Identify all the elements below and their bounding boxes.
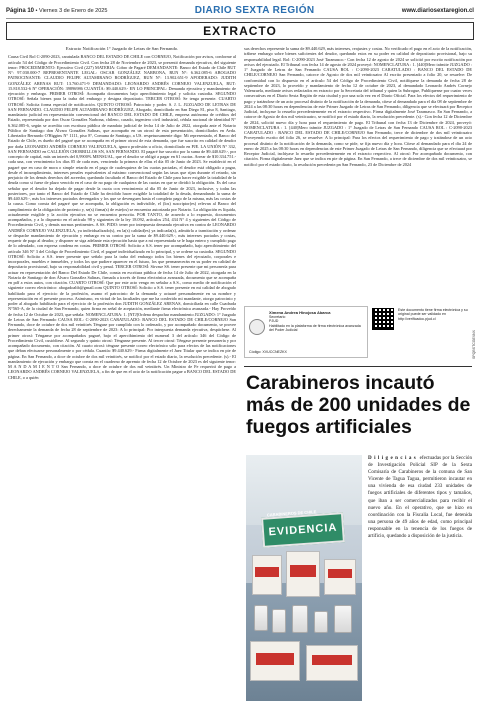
page-date-line: Página 10 • Viernes 3 de Enero de 2025: [6, 7, 108, 14]
notice-title: Extracto Notificación 1° Juzgado de Letras de San Fernando.: [65, 46, 179, 51]
fireworks-tube: [272, 609, 286, 633]
section-title-bar: [6, 22, 474, 40]
judiciary-emblem-icon: [249, 319, 265, 335]
article-photo: [246, 455, 362, 701]
article-headline: Carabineros incautó más de 200 unidades de fuegos artificiales: [246, 372, 471, 438]
article-lead-word: Diligencias: [368, 455, 419, 461]
signer-name: Ximena Andrea Hinojosa Abarca: [269, 310, 331, 315]
section-title: EXTRACTO: [203, 24, 277, 38]
issue-date: Viernes 3 de Enero de 2025: [39, 7, 108, 14]
verification-note: Este documento tiene firma electrónica y su original puede ser validado en http://verificadoc.pjud.cl: [398, 308, 468, 321]
signer-role: Secretario: [269, 315, 286, 320]
signature-text: [269, 311, 365, 332]
fireworks-tube: [314, 611, 328, 633]
fireworks-box-label: [290, 565, 316, 577]
fireworks-box-label: [255, 567, 279, 577]
electronic-signature-box: [244, 306, 368, 358]
fireworks-box-label: [256, 653, 294, 665]
newspaper-website[interactable]: www.diariosextaregion.cl: [401, 7, 474, 14]
fireworks-tube: [292, 605, 308, 633]
fireworks-box-label: [312, 655, 352, 665]
fireworks-tube: [254, 605, 268, 631]
fireworks-box-label: [328, 569, 352, 578]
signer-detail: Habilitado en la plataforma de firma electrónica avanzada del Poder Judicial: [269, 323, 361, 332]
qr-code-icon[interactable]: [372, 308, 394, 330]
signer-org: PJUD: [269, 319, 279, 324]
article-body: [368, 455, 472, 701]
legal-notice-left-column: [8, 46, 236, 711]
legal-notice-right-column: [244, 46, 472, 301]
page-header: [6, 3, 474, 19]
article-text: efectuadas por la Sección de Investigación Policial SIP de la Sexta Comisaría de Carabineros de la comuna de San Vicente de Tagua Tagua, permitieron incautar en una vivienda de esa ciudad 233 unidades de fuegos artificiales de diferentes tipos y tamaños, que iban a ser comercializados para recibir el nuevo año. En el operativo, que se hizo en coordinación con la Fiscalía Local, fue detenida una persona de 49 años de edad, como principal responsable en la tenencia de los fuegos de artificio, quedando a disposición de la justicia.: [368, 455, 472, 540]
signature-code: Código: XVUCCNEZKX: [249, 350, 287, 354]
section-divider: [244, 366, 472, 367]
notice-paragraph: Causa Civil Rol C-2090-2023, caratulada BANCO DEL ESTADO DE CHILE con CORNEJO, Notificación por avisos, conforme al artículo 54 del Código de Procedimiento Civil. Con fecha 28 de Noviembre de 2023, se presentó demanda ejecutiva, del siguiente tenor: PROCEDIMIENTO: Ejecutivo Civil (227) MATERIA: Cobro de Pagaré DEMANDANTE: Banco del Estado de Chile RUT N°: 97.030.000-7 REPRESENTANTE LEGAL: OSCAR GONZÁLEZ NARBONA, RUN N°: 6.362.085-6 ABOGADO PATROCINANTE: CLAUDIO FELIPE ALTAMIRANO RODRÍGUEZ, RUN N°: 13.902.651-9 APODERADO: JUDITH GONZÁLEZ ARENAS RUT: 13.760.471-9 DEMANDADO: LEONARDO ANDRÉS CORNEJO VALENZUELA, RUT: 15.818.532-6 Nº OPERACIÓN: 39896986 CUANTÍA: $9.440.629.- EN LO PRINCIPAL: Demanda ejecutiva y mandamiento de ejecución y embargo. PRIMER OTROSÍ: Acompaña documentos bajo apercibimiento legal y solicita custodia. SEGUNDO OTROSÍ: Señala bienes para la traba del embargo y designa depositario. TERCER OTROSÍ: Se tenga presente. CUARTO OTROSÍ: Solicita forma especial de notificación. QUINTO OTROSÍ: Patrocinio y poder. S. J. L. JUZGADO DE LETRAS DE SAN FERNANDO. CLAUDIO FELIPE ALTAMIRANO RODRÍGUEZ, Abogado, domiciliado en San Diego 81, piso 8, Santiago, mandatario judicial en representación convencional del BANCO DEL ESTADO DE CHILE, empresa autónoma de créditos del Estado, representada por don Oscar González Narbona, chileno, casado, ingeniero civil industrial, cédula nacional de identidad N° 6.362.085-6, según se acredita con escritura pública de mandato judicial de fecha 14 de Julio de 2022, otorgada ante el Notario Público de Santiago don Álvaro González Salinas, que acompaño en un otrosí de esta presentación, domiciliados en Avda. Libertador Bernardo O'Higgins N° 1111, piso 8°, Comuna de Santiago, a US. respetuosamente digo: Mi representado, el Banco del Estado de Chile, es dueño del pagaré que se acompaña en el primer otrosí de esta demanda, que fue suscrito en calidad de deudor por doña LEONARDO ANDRÉS CORNEJO VALENZUELA, ignoro profesión u oficio, domiciliado en PJE. LA UNIÓN N° 332, SAN FERNANDO en CALLEJÓN CHORRILLOS SN, SAN FERNANDO. El pagaré fue suscrito por la suma de $9.440.629.-, por concepto de capital, más un interés del 0,9900% MENSUAL, que el deudor se obligó a pagar en 61 cuotas. Arrear de $10.334.751.- cada una, con vencimiento los días 05 de cada mes, venciendo la primera de ellas el día 05 de Junio de 2023. Se estableció en el pagaré que en caso de mora o simple retardo en el pago de cualesquiera de las cuotas pactadas, el deudor está obligado a pagar, desde el incumplimiento, intereses penales equivalentes al máximo convencional según las tasas que rijan durante el retardo, sin perjuicio de los demás derechos del acreedor, quedando facultado el Banco del Estado de Chile para hacer exigible la totalidad de la deuda como si fuese de plazo vencido en el caso de no pago de cualquiera de las cuotas en que se dividió la obligación. Es del caso señalar que el deudor ha dejado de pagar desde la cuota con vencimiento al día 05 de Junio de 2023, inclusive, y todas las posteriores, por tanto el Banco del Estado de Chile ha decidido hacer exigible la totalidad de la deuda, demandando la suma de $9.440.629.-, más los intereses pactados devengados y los que se devenguen hasta el completo pago de la misma, más las costas de la causa. Como consta del pagaré que se acompaña, la obligación es indivisible, el (los) suscriptor(es) relevan al Banco del cumplimiento de la obligación de protesto y, se(s) firma(s) de este(os) se encuentra autorizada por Notario. La obligación es líquida, actualmente exigible y la acción ejecutiva no se encuentra prescrita. POR TANTO, de acuerdo a lo expuesto, documentos acompañados, y a lo dispuesto en el artículo 98 y siguientes de la ley 18.092, artículos 254, 434 N° 4 y siguientes del Código de Procedimiento Civil, y demás normas pertinentes. A SS. PIDO: tener por interpuesta demanda ejecutiva en contra de LEONARDO ANDRÉS CORNEJO VALENZUELA, ya individualizado(s), en la(s) calidad(es) ya indicada(s), admitirla a tramitación y ordenar se despache mandamiento de ejecución y embargo en su contra por la suma de $9.440.629.-, más intereses pactados y costas, requerir de pago al deudor, y disponer se siga adelante esta ejecución hasta que a mi representada se le haga entero y cumplido pago de lo adeudado, con expresa condena en costas. PRIMER OTROSÍ: Solicito a S.S. tener por acompañado, bajo apercibimiento del artículo 346 N° 3 del Código de Procedimiento Civil, el pagaré individualizado en lo principal, y se ordene su custodia. SEGUNDO OTROSÍ: Solicito a S.S. tener presente que señalo para la traba del embargo todos los bienes del ejecutado, corporales e incorporales, muebles e inmuebles, y todos los que pudiere aparecer en el futuro, los que permanecerán en su poder en calidad de depositario provisional, bajo su responsabilidad civil y penal. TERCER OTROSÍ: Sírvase SS. tener presente que mi personería para actuar en representación del Banco Del Estado De Chile, consta en escritura pública de fecha 14 de Julio de 2022, otorgada en la Notaría de Santiago de don Álvaro González Salinas, firmada a través de firma electrónica avanzada, documento que se acompaña en pdf a estos autos, con citación. CUARTO OTROSÍ: Que por este acto vengo en señalar a S.S., como medio de notificación el siguiente correo electrónico: abogadoaltb@gmail.com QUINTO OTROSÍ: Solicito a S.S. tener presente en mi calidad de abogado habilitado para el ejercicio de la profesión, asumo el patrocinio de la demanda y actuaré personalmente en su nombre y representación en el presente proceso. Asimismo, en virtud de las facultades que me ha conferido mi mandante, otorgo patrocinio y poder al abogado habilitado para el ejercicio de la profesión don JUDITH GONZÁLEZ ARENAS, domiciliada en calle Cuadrada N°565-A, de la ciudad de San Fernando, quien firma en señal de aceptación, mediante firma electrónica avanzada.- Hay Proveído de fecha 12 de Octubre de 2023, que señala: NOMENCLATURA: 1. [NTJ]Ordena despachar mandamiento JUZGADO: 1° Juzgado de Letras de San Fernando CAUSA ROL: C-2090-2023 CARATULADO: BANCO DEL ESTADO DE CHILE/CORNEJO San Fernando, doce de octubre de dos mil veintitrés Téngase por cumplido con lo ordenado, y por acompañado documento, se provee derechamente la demanda de fecha 28 de septiembre de 2023: A lo principal: Por interpuesta demanda ejecutiva, despáchese. Al primer otrosí: Ténganse por acompañados pagaré, bajo el apercibimiento del numeral 3 del artículo 346 del Código de Procedimiento Civil, custódiese. Al segundo y quinto otrosí: Ténganse presente. Al tercer otrosí: Téngase presente personería y por acompañado documento, con citación. Al cuarto otrosí: téngase presente correo electrónico sólo para efectos de las notificaciones que deban efectuarse personalmente o por cédula. Cuantía: $9.440.629.- Firma digitalmente el Juez Titular que se indica en pie de página. En San Fernando, a doce de octubre de dos mil veintitrés, se notificó por el estado diario, la resolución precedente. (s).- El mandamiento de ejecución y embargo que consta en el cuaderno de apremio de fecha 12 de Octubre de 2023 es del siguiente tenor: M A N D A M I E N T O San Fernando, a doce de octubre de dos mil veintitrés. Un Ministro de Fe requerirá de pago a LEONARDO ANDRÉS CORNEJO VALENZUELA, a fin de que en el acto de la notificación pague a BANCO DEL ESTADO DE CHILE, o a quién: [8, 54, 236, 380]
evidence-sign-tag: CARABINEROS DE CHILE: [266, 509, 317, 518]
newspaper-name: DIARIO SEXTA REGIÓN: [194, 5, 315, 16]
evidence-sign: [261, 509, 345, 548]
page-number: Página 10: [6, 7, 35, 14]
document-side-code: SPQBSTCGEXNX: [472, 330, 476, 359]
evidence-sign-text: EVIDENCIA: [268, 521, 338, 539]
notice-paragraph: sus derechos represente la suma de $9.440.629, más intereses, reajustes y costas. No verificado el pago en el acto de la notificación, trábese embargo sobre bienes suficientes del deudor, quedando estos en su poder en calidad de depositario provisional, bajo su responsabilidad legal. Rol: C-2090-2023 José Taramasco.- Con fecha 12 de agosto de 2024 se solicitó por escrito notificación por avisos del ejecutado. El Tribunal con fecha 14 de agosto de 2024 proveyó: NOMENCLATURA : 1. [440]Mero trámite JUZGADO : 1° Juzgado de Letras de San Fernando CAUSA ROL : C-2090-2023 CARATULADO : BANCO DEL ESTADO DE CHILE/CORNEJO San Fernando, catorce de Agosto de dos mil veinticuatro Al escrito presentado a folio 20, se resuelve: De conformidad con lo dispuesto en el artículo 54 del Código de Procedimiento Civil, notifíquese la demanda de fecha 28 de septiembre de 2023, lo proveído y mandamiento de fecha 12 de octubre de 2023, al demandado Leonardo Andrés Cornejo Valenzuela, mediante avisos redactados en extracto por la Secretaria del tribunal y quien la Subrogue, Publíquense por cuatro veces consecutivas en el Diario Sexta Región de esta ciudad y por una sola vez en el Diario Oficial. Para los efectos del requerimiento de pago y tratándose de un acto procesal distinto de la notificación de la demanda, cítese al demandado para el día 08 de septiembre de 2024 a las 08:30 horas en dependencias de este Primer Juzgado de Letras de San Fernando, diligencia que se efectuará por Receptor Judicial, incluyase lo resuelto precedentemente en el extracto respectivo. Firma digitalmente José Taramasco. En San Fernando, a catorce de Agosto de dos mil veinticuatro, se notificó por el estado diario, la resolución precedente. (s).- Con fecha 12 de Diciembre de 2024, solicitó nuevo día y hora para el requerimiento de pago. El Tribunal con fecha 13 de Diciembre de 2024, proveyó: NOMENCLATURA : 1. [440]Mero trámite JUZGADO : 1° Juzgado de Letras de San Fernando CAUSA ROL : C-2090-2023 CARATULADO : BANCO DEL ESTADO DE CHILE/CORNEJO San Fernando, trece de diciembre de dos mil veinticuatro Proveyendo escrito del folio 26, se resuelve: A lo principal: Para los efectos del requerimiento de pago y tratándose de un acto procesal distinto de la notificación de la demanda, como se pide, se fija nuevo día y hora. Cítese al demandado para el día 24 de enero de 2025 a las 08:30 horas en dependencias de este Primer Juzgado de Letras de San Fernando, diligencia que se efectuará por Receptor Judicial, inclúyase lo resuelto precedentemente en el extracto respectivo. Al otrosí: Por acompañado documento, con citación. Firma digitalmente Juez que se indica en pie de página. En San Fernando, a trece de diciembre de dos mil veinticuatro, se notificó por el estado diario, la resolución precedente.pn San Fernando, 23 de Diciembre de 2024: [244, 46, 472, 167]
fireworks-tube: [334, 605, 352, 633]
